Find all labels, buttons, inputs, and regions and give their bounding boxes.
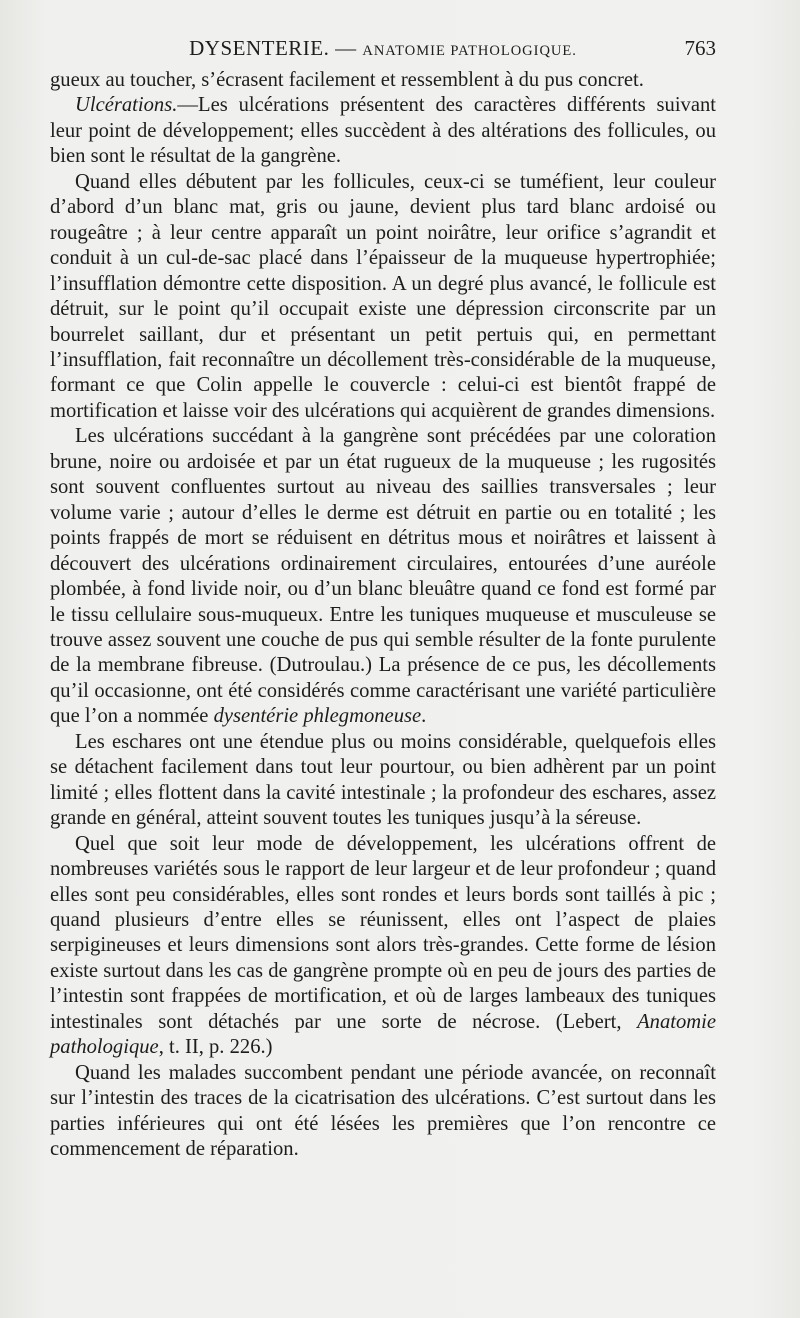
paragraph-text: Quand elles débutent par les follicules, ceux-ci se tuméfient, leur couleur d’abord d’un blanc mat, gris ou jaune, devient plus tard blanc ardoisé ou rougeâtre ; à leur centre apparaît un point noirâtre, leur orifice s’agrandit et conduit à un cul-de-sac placé dans l’épaisseur de la muqueuse hypertrophiée; l’insufflation démontre cette disposition. A un degré plus avancé, le follicule est détruit, sur le point qu’il occupait existe une dépression circonscrite par un bourrelet saillant, dur et présentant un petit pertuis qui, en permettant l’insufflation, fait reconnaître un décollement très-considérable de la muqueuse, formant ce que Colin appelle le couvercle : celui-ci est bientôt frappé de mortification et laisse voir des ulcérations qui acquièrent de grandes dimensions. — [50, 170, 716, 422]
paragraph-text: Quand les malades succombent pendant une période avancée, on reconnaît sur l’intestin des traces de la cicatrisation des ulcérations. C’est surtout dans les parties inférieures qui ont été lésées les premières que l’on rencontre ce commencement de réparation. — [50, 1061, 716, 1161]
paragraph-follicules — [50, 170, 716, 425]
paragraph-eschares — [50, 730, 716, 832]
header-subtitle: ANATOMIE PATHOLOGIQUE. — [362, 43, 577, 59]
section-lead: Ulcérations. — [75, 94, 178, 117]
italic-term: dysentérie phlegmoneuse — [213, 705, 422, 728]
page-number: 763 — [684, 36, 716, 60]
paragraph-text: Quel que soit leur mode de développement, les ulcérations offrent de nombreuses variétés sous le rapport de leur largeur et de leur profondeur ; quand elles sont peu considérables, elles sont rondes et leurs bords sont taillés à pic ; quand plusieurs d’entre elles se réunissent, elles ont l’aspect de plaies serpigineuses et leurs dimensions sont alors très-grandes. Cette forme de lésion existe surtout dans les cas de gangrène prompte où en peu de jours des parties de l’intestin sont frappées de mortification, et où de larges lambeaux des tuniques intestinales sont détachés par une sorte de nécrose. (Lebert, — [50, 832, 716, 1033]
paragraph-text: Les eschares ont une étendue plus ou moins considérable, quelquefois elles se détachent facilement dans tout leur pourtour, ou bien adhèrent par un point limité ; elles flottent dans la cavité intestinale ; la profondeur des eschares, assez grande en général, atteint souvent toutes les tuniques jusqu’à la séreuse. — [50, 730, 716, 830]
header-title: DYSENTERIE. — [189, 36, 330, 60]
paragraph-tail: , t. II, p. 226.) — [158, 1036, 273, 1059]
paragraph-continuation — [50, 68, 716, 93]
paragraph-cicatrisation — [50, 1061, 716, 1163]
paragraph-ulcerations — [50, 93, 716, 169]
paragraph-tail: . — [421, 705, 427, 728]
paragraph-text: Les ulcérations succédant à la gangrène sont précédées par une coloration brune, noire ou ardoisée et par un état rugueux de la muqueuse ; les rugosités sont souvent confluentes surtout au niveau des saillies transversales ; leur volume varie ; autour d’elles le derme est détruit en partie ou en totalité ; les points frappés de mort se réduisent en détritus mous et noirâtres et laissent à découvert des ulcérations ordinairement circulaires, entourées d’une auréole plombée, à fond livide noir, ou d’un blanc bleuâtre quand ce fond est formé par le tissu cellulaire sous-muqueux. Entre les tuniques muqueuse et musculeuse se trouve assez souvent une couche de pus qui semble résulter de la fonte purulente de la membrane fibreuse. (Dutroulau.) La présence de ce pus, les décollements qu’il occasionne, ont été considérés comme caractérisant une variété particulière que l’on a nommée — [50, 425, 716, 728]
paragraph-gangrene — [50, 424, 716, 729]
header-separator: — — [335, 36, 357, 60]
paragraph-text: gueux au toucher, s’écrasent facilement et ressemblent à du pus concret. — [50, 69, 644, 91]
italic-reference: Anatomie pathologique — [50, 1010, 716, 1059]
paragraph-varietes — [50, 832, 716, 1061]
body-text — [50, 68, 716, 1162]
running-title — [50, 36, 716, 61]
paragraph-text: —Les ulcérations présentent des caractères différents suivant leur point de développement; elles succèdent à des altérations des follicules, ou bien sont le résultat de la gangrène. — [50, 94, 716, 168]
running-header — [50, 36, 716, 64]
